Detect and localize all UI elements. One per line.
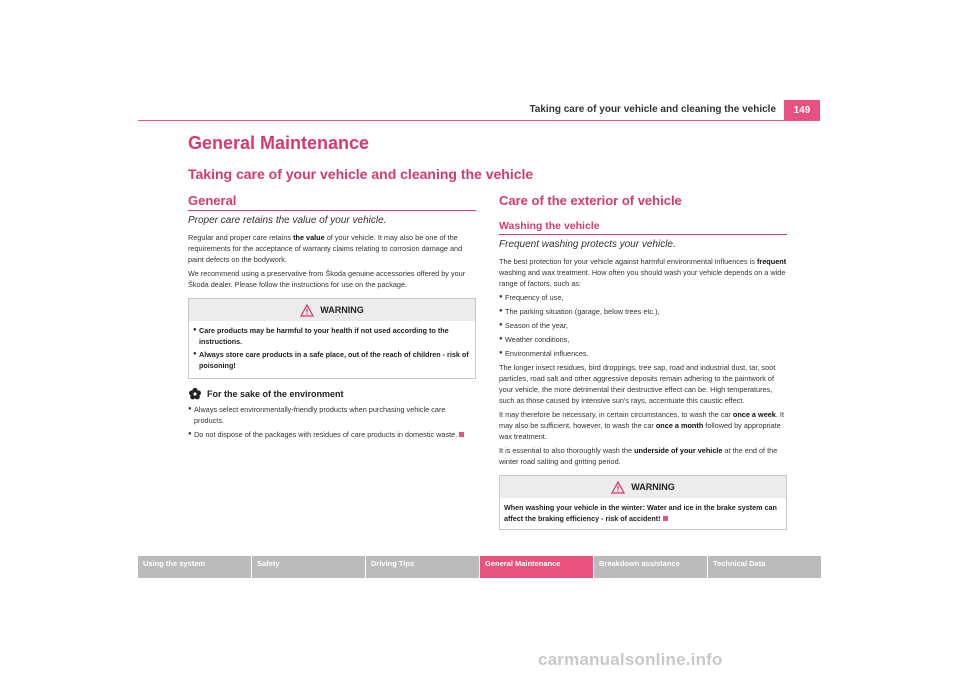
running-header: Taking care of your vehicle and cleaning the vehicle <box>529 104 776 115</box>
subtopic-washing: Washing the vehicle <box>499 220 787 235</box>
header-rule <box>138 120 820 121</box>
environment-header <box>188 387 476 401</box>
section-end-marker <box>663 516 668 521</box>
warning-box-winter <box>499 475 787 530</box>
warning-box-care-products <box>188 298 476 379</box>
left-column <box>188 193 476 443</box>
factor-item: ● Weather conditions, <box>499 334 787 345</box>
warning-label: WARNING <box>320 305 364 315</box>
flower-icon <box>188 387 202 401</box>
factor-item: ● Environmental influences. <box>499 348 787 359</box>
lead-general: Proper care retains the value of your vehicle. <box>188 215 387 226</box>
section-title: Taking care of your vehicle and cleaning the vehicle <box>188 166 534 182</box>
environment-item: ● Always select environmentally-friendly products when purchasing vehicle care products. <box>188 404 476 426</box>
nav-tab-safety[interactable]: Safety <box>252 556 365 578</box>
factor-item: ● Season of the year, <box>499 320 787 331</box>
paragraph-preservative: We recommend using a preservative from Škoda genuine accessories offered by your Škoda dealer. Please follow the instructions for use on the package. <box>188 269 466 289</box>
nav-tab-general-maintenance[interactable]: General Maintenance <box>480 556 593 578</box>
topic-title-general: General <box>188 193 476 211</box>
paragraph-value: Regular and proper care retains the value of your vehicle. It may also be one of the requirements for the acceptance of warranty claims relating to corrosion damage and paint defects on the bodywork. <box>188 233 463 264</box>
page-number: 149 <box>784 100 820 120</box>
warning-triangle-icon <box>300 304 314 317</box>
warning-item: ● Care products may be harmful to your health if not used according to the instructions. <box>193 325 471 347</box>
factor-item: ● Frequency of use, <box>499 292 787 303</box>
nav-tab-using-the-system[interactable]: Using the system <box>138 556 251 578</box>
environment-label: For the sake of the environment <box>207 389 344 399</box>
section-end-marker <box>459 432 464 437</box>
nav-tab-breakdown-assistance[interactable]: Breakdown assistance <box>594 556 707 578</box>
right-column <box>499 193 787 530</box>
warning-label: WARNING <box>631 482 675 492</box>
paragraph-deposits: The longer insect residues, bird droppings, tree sap, road and industrial dust, tar, soot particles, road salt and other aggressive deposits remain adhering to the paintwork of your vehicle, the more detrimental their destructive effect can be. High temperatures, such as those caused by intensive sun's rays, accentuate this caustic effect. <box>499 363 776 405</box>
topic-title-exterior: Care of the exterior of vehicle <box>499 193 682 208</box>
environment-item: ● Do not dispose of the packages with residues of care products in domestic waste. <box>188 429 476 440</box>
warning-triangle-icon <box>611 481 625 494</box>
factor-item: ● The parking situation (garage, below trees etc.), <box>499 306 787 317</box>
paragraph-underside: It is essential to also thoroughly wash the underside of your vehicle at the end of the winter road salting and gritting period. <box>499 446 778 466</box>
footer-chapter-nav <box>138 556 821 578</box>
paragraph-protection: The best protection for your vehicle against harmful environmental influences is frequent washing and wax treatment. How often you should wash your vehicle depends on a wide range of factors, such as: <box>499 257 787 288</box>
nav-tab-driving-tips[interactable]: Driving Tips <box>366 556 479 578</box>
paragraph-frequency: It may therefore be necessary, in certain circumstances, to wash the car once a week. It may also be sufficient, however, to wash the car once a month followed by appropriate wax treatment. <box>499 410 784 441</box>
watermark: carmanualsonline.info <box>538 650 723 669</box>
warning-item: ● Always store care products in a safe place, out of the reach of children - risk of poisoning! <box>193 349 471 371</box>
lead-washing: Frequent washing protects your vehicle. <box>499 239 676 250</box>
warning-header <box>500 476 786 498</box>
warning-header <box>189 299 475 321</box>
warning-text: When washing your vehicle in the winter: Water and ice in the brake system can affect the braking efficiency - risk of accident! <box>504 503 777 523</box>
factor-list <box>499 292 787 359</box>
nav-tab-technical-data[interactable]: Technical Data <box>708 556 821 578</box>
chapter-title: General Maintenance <box>188 133 370 153</box>
